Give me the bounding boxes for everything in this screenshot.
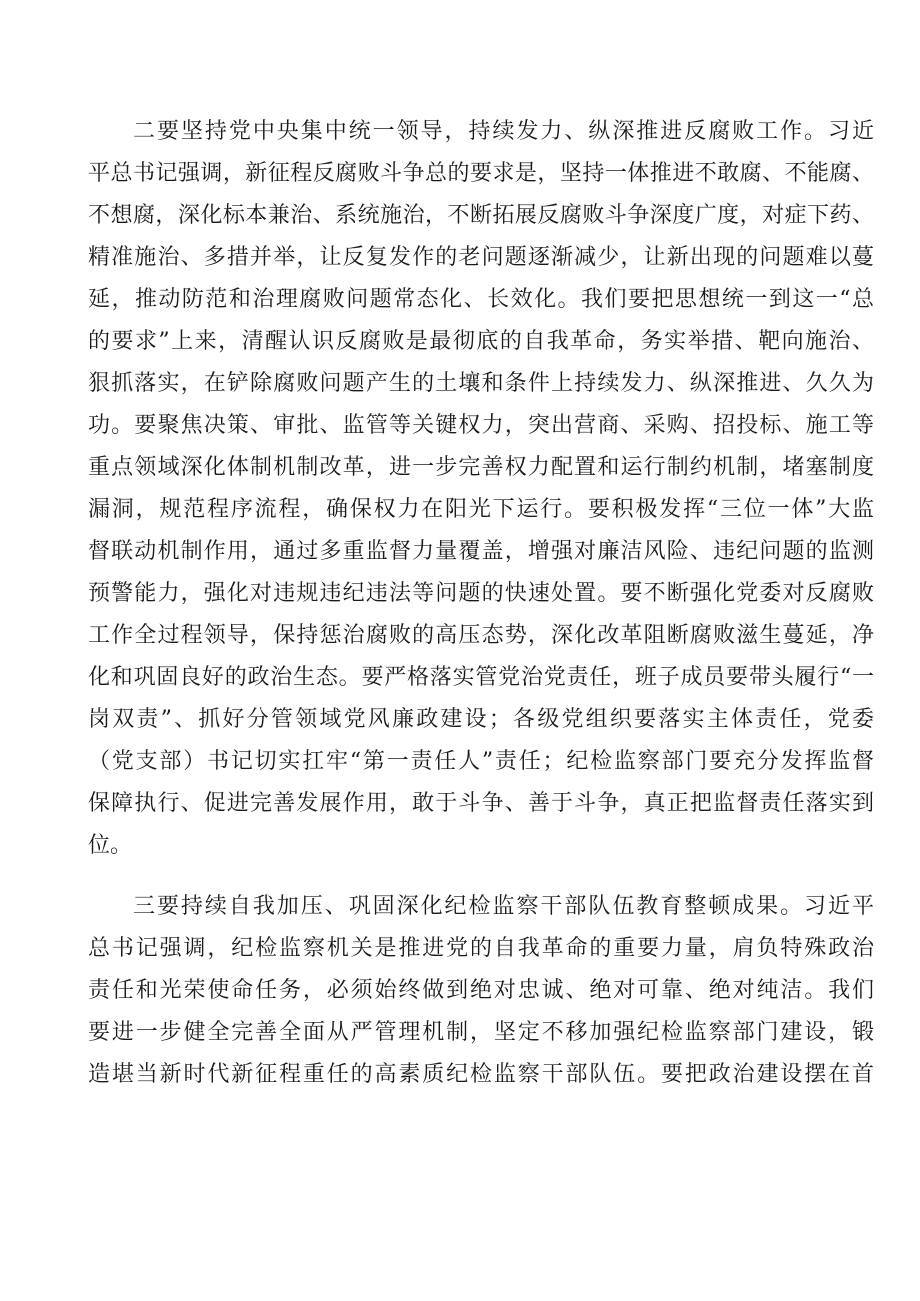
paragraph-line: （党支部）书记切实扛牢“第一责任人”责任；纪检监察部门要充分发挥监督 [88,749,874,774]
paragraph-line: 平总书记强调，新征程反腐败斗争总的要求是，坚持一体推进不敢腐、不能腐、 [88,161,874,186]
paragraph-line: 化和巩固良好的政治生态。要严格落实管党治党责任，班子成员要带头履行“一 [88,665,874,690]
paragraph-line: 造堪当新时代新征程重任的高素质纪检监察干部队伍。要把政治建设摆在首 [88,1062,874,1087]
paragraph-line: 位。 [88,833,133,858]
paragraph-line: 岗双责”、抓好分管领域党风廉政建设；各级党组织要落实主体责任，党委 [88,707,874,732]
paragraph-line: 保障执行、促进完善发展作用，敢于斗争、善于斗争，真正把监督责任落实到 [88,791,874,816]
paragraph-line: 不想腐，深化标本兼治、系统施治，不断拓展反腐败斗争深度广度，对症下药、 [88,203,874,228]
paragraph-line: 三要持续自我加压、巩固深化纪检监察干部队伍教育整顿成果。习近平 [133,894,874,919]
paragraph-line: 二要坚持党中央集中统一领导，持续发力、纵深推进反腐败工作。习近 [133,119,874,144]
paragraph-line: 延，推动防范和治理腐败问题常态化、长效化。我们要把思想统一到这一“总 [88,287,874,312]
paragraph-line: 责任和光荣使命任务，必须始终做到绝对忠诚、绝对可靠、绝对纯洁。我们 [88,978,874,1003]
paragraph-line: 功。要聚焦决策、审批、监管等关键权力，突出营商、采购、招投标、施工等 [88,413,874,438]
paragraph-line: 狠抓落实，在铲除腐败问题产生的土壤和条件上持续发力、纵深推进、久久为 [88,371,874,396]
paragraph-line: 督联动机制作用，通过多重监督力量覆盖，增强对廉洁风险、违纪问题的监测 [88,539,874,564]
paragraph-line: 预警能力，强化对违规违纪违法等问题的快速处置。要不断强化党委对反腐败 [88,581,874,606]
paragraph-line: 要进一步健全完善全面从严管理机制，坚定不移加强纪检监察部门建设，锻 [88,1020,874,1045]
paragraph-line: 总书记强调，纪检监察机关是推进党的自我革命的重要力量，肩负特殊政治 [88,936,874,961]
paragraph-line: 漏洞，规范程序流程，确保权力在阳光下运行。要积极发挥“三位一体”大监 [88,497,874,522]
paragraph-line: 重点领域深化体制机制改革，进一步完善权力配置和运行制约机制，堵塞制度 [88,455,874,480]
paragraph-line: 的要求”上来，清醒认识反腐败是最彻底的自我革命，务实举措、靶向施治、 [88,329,874,354]
paragraph-line: 工作全过程领导，保持惩治腐败的高压态势，深化改革阻断腐败滋生蔓延，净 [88,623,874,648]
paragraph-line: 精准施治、多措并举，让反复发作的老问题逐渐减少，让新出现的问题难以蔓 [88,245,874,270]
